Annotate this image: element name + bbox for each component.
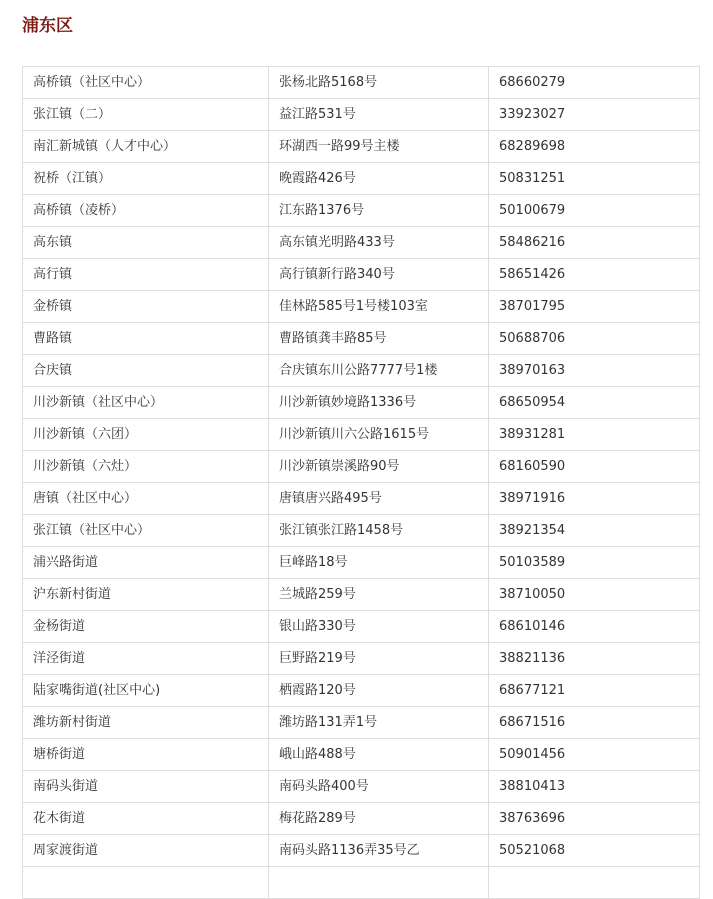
- office-name-cell: 洋泾街道: [23, 643, 269, 675]
- office-phone-cell: 38810413: [489, 771, 700, 803]
- table-row: [23, 163, 700, 195]
- office-address-cell: 张江镇张江路1458号: [269, 515, 489, 547]
- office-name-cell: 高行镇: [23, 259, 269, 291]
- office-name-cell: 金杨街道: [23, 611, 269, 643]
- office-address-cell: 益江路531号: [269, 99, 489, 131]
- office-name-cell: 川沙新镇（社区中心）: [23, 387, 269, 419]
- office-name-cell: 合庆镇: [23, 355, 269, 387]
- office-address-cell: 晚霞路426号: [269, 163, 489, 195]
- table-row: [23, 739, 700, 771]
- office-phone-cell: 38763696: [489, 803, 700, 835]
- office-phone-cell: [489, 867, 700, 899]
- office-phone-cell: 68660279: [489, 67, 700, 99]
- office-phone-cell: 50901456: [489, 739, 700, 771]
- office-name-cell: 高桥镇（社区中心）: [23, 67, 269, 99]
- table-row: [23, 451, 700, 483]
- office-name-cell: 唐镇（社区中心）: [23, 483, 269, 515]
- office-name-cell: 高东镇: [23, 227, 269, 259]
- table-row: [23, 707, 700, 739]
- office-address-cell: 高行镇新行路340号: [269, 259, 489, 291]
- office-name-cell: 周家渡街道: [23, 835, 269, 867]
- table-row: [23, 227, 700, 259]
- table-row: [23, 99, 700, 131]
- office-phone-cell: 58651426: [489, 259, 700, 291]
- office-address-cell: 峨山路488号: [269, 739, 489, 771]
- office-name-cell: 塘桥街道: [23, 739, 269, 771]
- office-name-cell: 祝桥（江镇）: [23, 163, 269, 195]
- office-phone-cell: 50103589: [489, 547, 700, 579]
- office-address-cell: 梅花路289号: [269, 803, 489, 835]
- office-name-cell: 张江镇（二）: [23, 99, 269, 131]
- office-address-cell: 南码头路1136弄35号乙: [269, 835, 489, 867]
- table-row: [23, 259, 700, 291]
- table-row: [23, 67, 700, 99]
- office-phone-cell: 38821136: [489, 643, 700, 675]
- table-row: [23, 675, 700, 707]
- office-phone-cell: 50521068: [489, 835, 700, 867]
- office-address-cell: 江东路1376号: [269, 195, 489, 227]
- table-row: [23, 547, 700, 579]
- table-row: [23, 771, 700, 803]
- office-name-cell: 川沙新镇（六团）: [23, 419, 269, 451]
- office-table-body: [23, 67, 700, 899]
- office-address-cell: 潍坊路131弄1号: [269, 707, 489, 739]
- office-phone-cell: 68677121: [489, 675, 700, 707]
- office-phone-cell: 38931281: [489, 419, 700, 451]
- office-name-cell: 陆家嘴街道(社区中心): [23, 675, 269, 707]
- office-name-cell: 浦兴路街道: [23, 547, 269, 579]
- table-row: [23, 611, 700, 643]
- office-phone-cell: 50100679: [489, 195, 700, 227]
- office-address-cell: 兰城路259号: [269, 579, 489, 611]
- office-name-cell: 潍坊新村街道: [23, 707, 269, 739]
- office-phone-cell: 38971916: [489, 483, 700, 515]
- office-name-cell: 南汇新城镇（人才中心）: [23, 131, 269, 163]
- table-row: [23, 867, 700, 899]
- office-address-cell: 张杨北路5168号: [269, 67, 489, 99]
- office-name-cell: 花木街道: [23, 803, 269, 835]
- table-row: [23, 835, 700, 867]
- office-address-cell: [269, 867, 489, 899]
- office-address-cell: 南码头路400号: [269, 771, 489, 803]
- office-table: [22, 66, 700, 899]
- office-address-cell: 高东镇光明路433号: [269, 227, 489, 259]
- office-phone-cell: 50688706: [489, 323, 700, 355]
- office-address-cell: 合庆镇东川公路7777号1楼: [269, 355, 489, 387]
- table-row: [23, 323, 700, 355]
- office-name-cell: 沪东新村街道: [23, 579, 269, 611]
- office-phone-cell: 58486216: [489, 227, 700, 259]
- office-address-cell: 川沙新镇妙境路1336号: [269, 387, 489, 419]
- office-address-cell: 栖霞路120号: [269, 675, 489, 707]
- table-row: [23, 643, 700, 675]
- office-address-cell: 曹路镇龚丰路85号: [269, 323, 489, 355]
- table-row: [23, 483, 700, 515]
- office-address-cell: 巨峰路18号: [269, 547, 489, 579]
- office-phone-cell: 38701795: [489, 291, 700, 323]
- office-phone-cell: 50831251: [489, 163, 700, 195]
- office-name-cell: 高桥镇（凌桥）: [23, 195, 269, 227]
- office-name-cell: 金桥镇: [23, 291, 269, 323]
- table-row: [23, 355, 700, 387]
- table-row: [23, 803, 700, 835]
- office-phone-cell: 68610146: [489, 611, 700, 643]
- office-phone-cell: 38710050: [489, 579, 700, 611]
- office-phone-cell: 68650954: [489, 387, 700, 419]
- office-address-cell: 巨野路219号: [269, 643, 489, 675]
- table-row: [23, 515, 700, 547]
- office-phone-cell: 68289698: [489, 131, 700, 163]
- office-name-cell: 川沙新镇（六灶）: [23, 451, 269, 483]
- office-phone-cell: 68671516: [489, 707, 700, 739]
- office-table-container: [22, 66, 699, 899]
- office-address-cell: 佳林路585号1号楼103室: [269, 291, 489, 323]
- table-row: [23, 579, 700, 611]
- office-name-cell: 曹路镇: [23, 323, 269, 355]
- office-name-cell: 张江镇（社区中心）: [23, 515, 269, 547]
- office-phone-cell: 38921354: [489, 515, 700, 547]
- office-phone-cell: 33923027: [489, 99, 700, 131]
- office-address-cell: 川沙新镇川六公路1615号: [269, 419, 489, 451]
- office-address-cell: 唐镇唐兴路495号: [269, 483, 489, 515]
- table-row: [23, 387, 700, 419]
- office-address-cell: 环湖西一路99号主楼: [269, 131, 489, 163]
- table-row: [23, 419, 700, 451]
- office-name-cell: [23, 867, 269, 899]
- office-name-cell: 南码头街道: [23, 771, 269, 803]
- office-address-cell: 银山路330号: [269, 611, 489, 643]
- page-title: 浦东区: [22, 16, 73, 36]
- office-phone-cell: 68160590: [489, 451, 700, 483]
- table-row: [23, 131, 700, 163]
- office-address-cell: 川沙新镇崇溪路90号: [269, 451, 489, 483]
- table-row: [23, 291, 700, 323]
- table-row: [23, 195, 700, 227]
- office-phone-cell: 38970163: [489, 355, 700, 387]
